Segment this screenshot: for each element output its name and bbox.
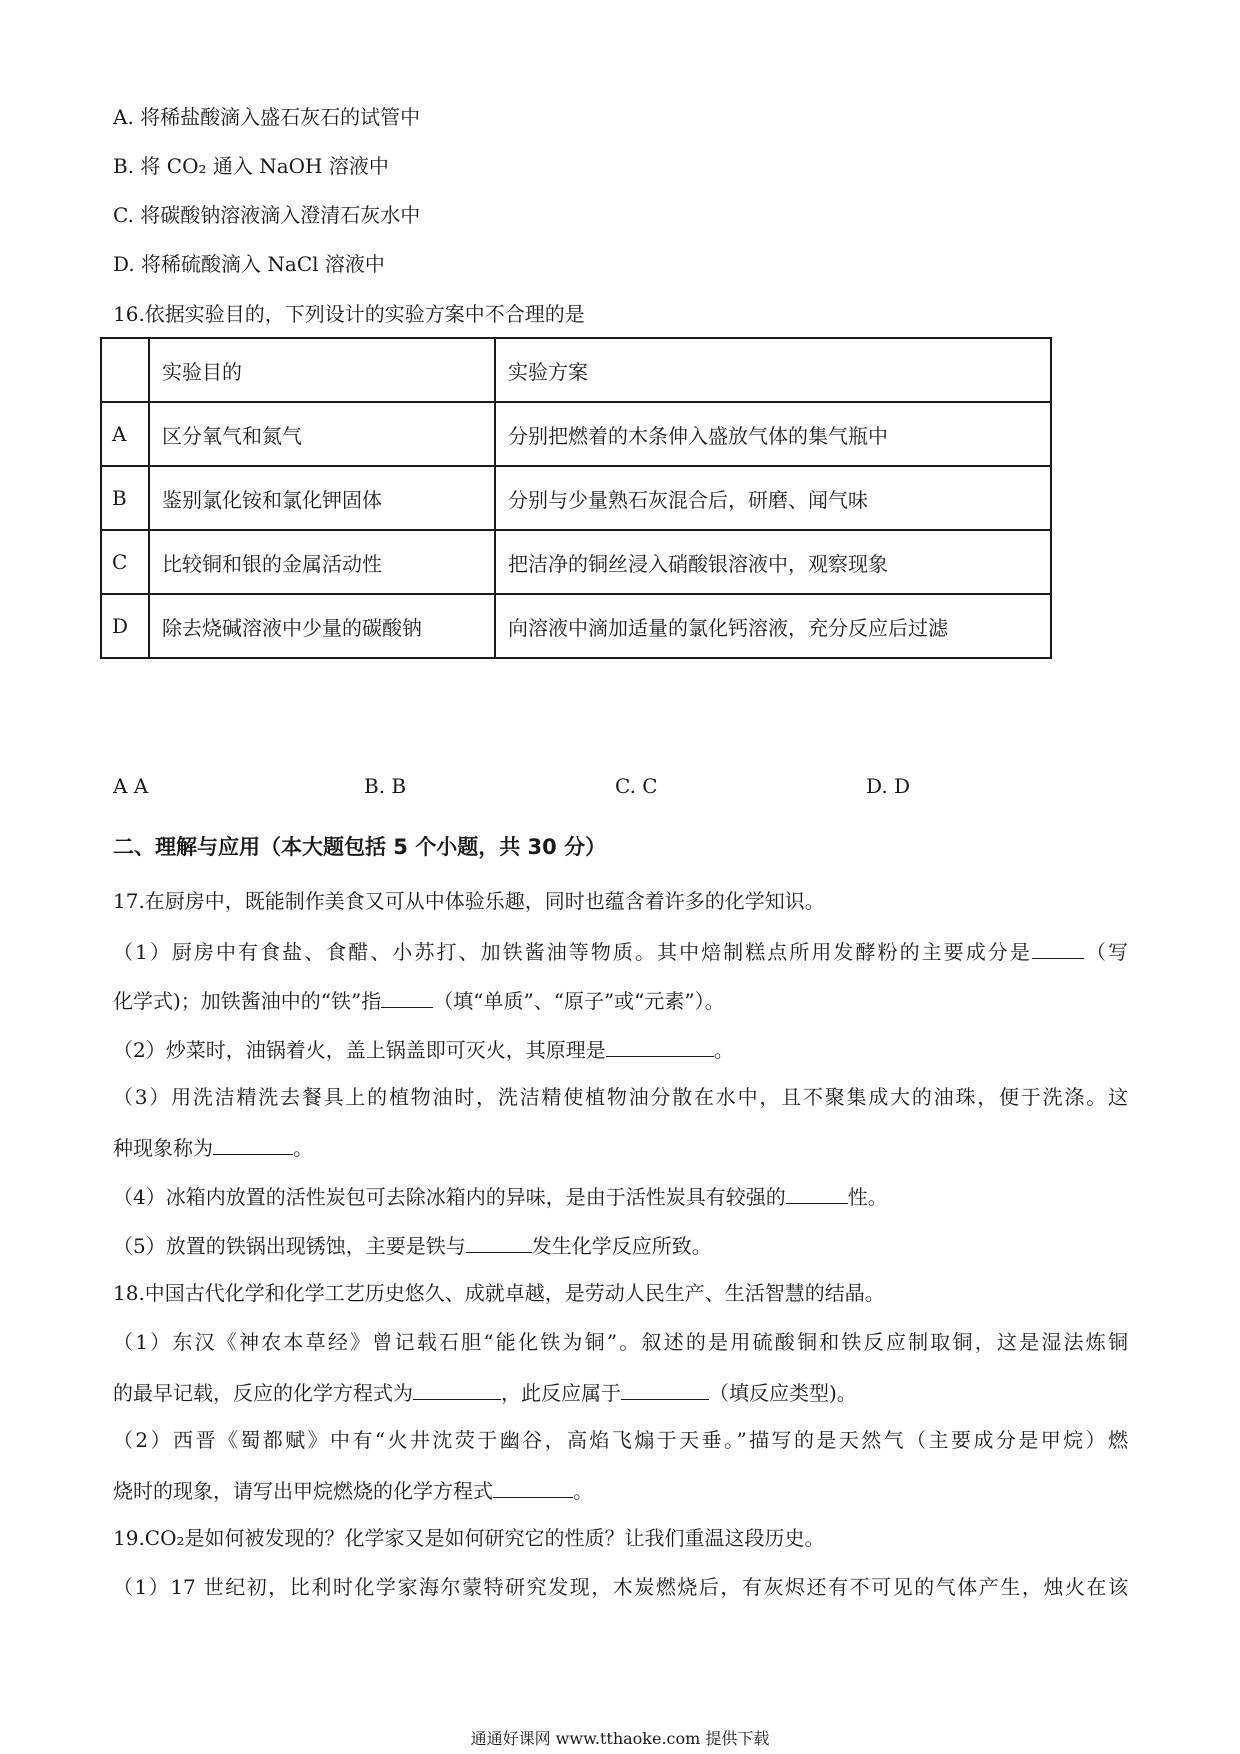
q17-part1-text: 化学式)；加铁酱油中的“铁”指	[113, 989, 382, 1013]
q17-part2-text: （2）炒菜时，油锅着火，盖上锅盖即可灭火，其原理是	[113, 1038, 606, 1062]
q18-stem: 18.中国古代化学和化学工艺历史悠久、成就卓越，是劳动人民生产、生活智慧的结晶。	[113, 1281, 885, 1305]
row-key: B	[101, 466, 149, 530]
q18-part2-line2	[113, 1477, 593, 1503]
row-goal: 比较铜和银的金属活动性	[149, 530, 495, 594]
row-key: A	[101, 402, 149, 466]
q19-stem: 19.CO₂是如何被发现的？化学家又是如何研究它的性质？让我们重温这段历史。	[113, 1526, 825, 1550]
q15-option-a: A. 将稀盐酸滴入盛石灰石的试管中	[113, 105, 421, 129]
section-heading: 二、理解与应用（本大题包括 5 个小题，共 30 分）	[113, 835, 607, 859]
answer-blank[interactable]	[1032, 938, 1084, 959]
table-header-row	[101, 338, 1051, 402]
answer-blank[interactable]	[213, 1134, 293, 1155]
q17-part3-line2	[113, 1134, 313, 1160]
answer-blank[interactable]	[413, 1379, 501, 1400]
answer-blank[interactable]	[786, 1183, 848, 1204]
row-plan: 向溶液中滴加适量的氯化钙溶液，充分反应后过滤	[495, 594, 1051, 658]
table-row	[101, 402, 1051, 466]
q16-stem: 16.依据实验目的，下列设计的实验方案中不合理的是	[113, 302, 585, 326]
q17-part4-text: （4）冰箱内放置的活性炭包可去除冰箱内的异味，是由于活性炭具有较强的	[113, 1185, 786, 1209]
q17-part1-line2	[113, 987, 725, 1013]
table-header-cell: 实验方案	[495, 338, 1051, 402]
q18-part1-text: 的最早记载，反应的化学方程式为	[113, 1381, 413, 1405]
table-row	[101, 530, 1051, 594]
q17-part5-text: （5）放置的铁锅出现锈蚀，主要是铁与	[113, 1234, 466, 1258]
row-key: C	[101, 530, 149, 594]
q17-part1-line1	[113, 938, 1128, 964]
q15-option-b: B. 将 CO₂ 通入 NaOH 溶液中	[113, 154, 389, 178]
answer-blank[interactable]	[606, 1036, 714, 1057]
q16-choice-c: C. C	[615, 774, 658, 798]
q18-part1-text: （填反应类型)。	[709, 1381, 857, 1405]
q15-option-d: D. 将稀硫酸滴入 NaCl 溶液中	[113, 252, 385, 276]
q17-part2-text: 。	[713, 1038, 734, 1062]
page-footer: 通通好课网 www.tthaoke.com 提供下载	[470, 1729, 770, 1748]
q17-part4-text: 性。	[847, 1185, 888, 1209]
row-key: D	[101, 594, 149, 658]
table-header-cell: 实验目的	[149, 338, 495, 402]
q17-part5-text: 发生化学反应所致。	[531, 1234, 712, 1258]
answer-blank[interactable]	[381, 987, 433, 1008]
row-plan: 分别把燃着的木条伸入盛放气体的集气瓶中	[495, 402, 1051, 466]
q18-part1-line1: （1）东汉《神农本草经》曾记载石胆“能化铁为铜”。叙述的是用硫酸铜和铁反应制取铜，这是湿法炼铜	[113, 1330, 1128, 1354]
q18-part2-line1: （2）西晋《蜀都赋》中有“火井沈荧于幽谷，高焰飞煽于天垂。”描写的是天然气（主要成分是甲烷）燃	[113, 1428, 1128, 1452]
q19-part1-line1: （1）17 世纪初，比利时化学家海尔蒙特研究发现，木炭燃烧后，有灰烬还有不可见的气体产生，烛火在该	[113, 1575, 1128, 1599]
row-goal: 鉴别氯化铵和氯化钾固体	[149, 466, 495, 530]
q17-part3-text: 。	[293, 1136, 313, 1160]
q18-part1-text: ，此反应属于	[501, 1381, 621, 1405]
answer-blank[interactable]	[466, 1232, 532, 1253]
q15-option-c: C. 将碳酸钠溶液滴入澄清石灰水中	[113, 203, 421, 227]
table-row	[101, 594, 1051, 658]
q17-stem: 17.在厨房中，既能制作美食又可从中体验乐趣，同时也蕴含着许多的化学知识。	[113, 889, 825, 913]
q18-part2-text: 烧时的现象，请写出甲烷燃烧的化学方程式	[113, 1479, 493, 1503]
q17-part5	[113, 1232, 712, 1258]
q17-part1-text: （写	[1083, 940, 1128, 964]
q17-part4	[113, 1183, 888, 1209]
row-plan: 分别与少量熟石灰混合后，研磨、闻气味	[495, 466, 1051, 530]
q18-part1-line2	[113, 1379, 857, 1405]
answer-blank[interactable]	[621, 1379, 709, 1400]
row-goal: 除去烧碱溶液中少量的碳酸钠	[149, 594, 495, 658]
row-goal: 区分氧气和氮气	[149, 402, 495, 466]
q18-part2-text: 。	[573, 1479, 593, 1503]
q17-part2	[113, 1036, 734, 1062]
q16-choice-a: A A	[113, 774, 149, 798]
answer-blank[interactable]	[493, 1477, 573, 1498]
table-header-cell	[101, 338, 149, 402]
experiment-table	[100, 337, 1052, 659]
q17-part3-line1: （3）用洗洁精洗去餐具上的植物油时，洗洁精使植物油分散在水中，且不聚集成大的油珠，便于洗涤。这	[113, 1085, 1128, 1109]
q17-part3-text: 种现象称为	[113, 1136, 213, 1160]
q17-part1-text: （1）厨房中有食盐、食醋、小苏打、加铁酱油等物质。其中焙制糕点所用发酵粉的主要成分是	[113, 940, 1032, 964]
q17-part1-text: （填“单质”、“原子”或“元素”）。	[433, 989, 725, 1013]
q16-choice-d: D. D	[866, 774, 911, 798]
row-plan: 把洁净的铜丝浸入硝酸银溶液中，观察现象	[495, 530, 1051, 594]
q16-choice-b: B. B	[364, 774, 407, 798]
table-row	[101, 466, 1051, 530]
